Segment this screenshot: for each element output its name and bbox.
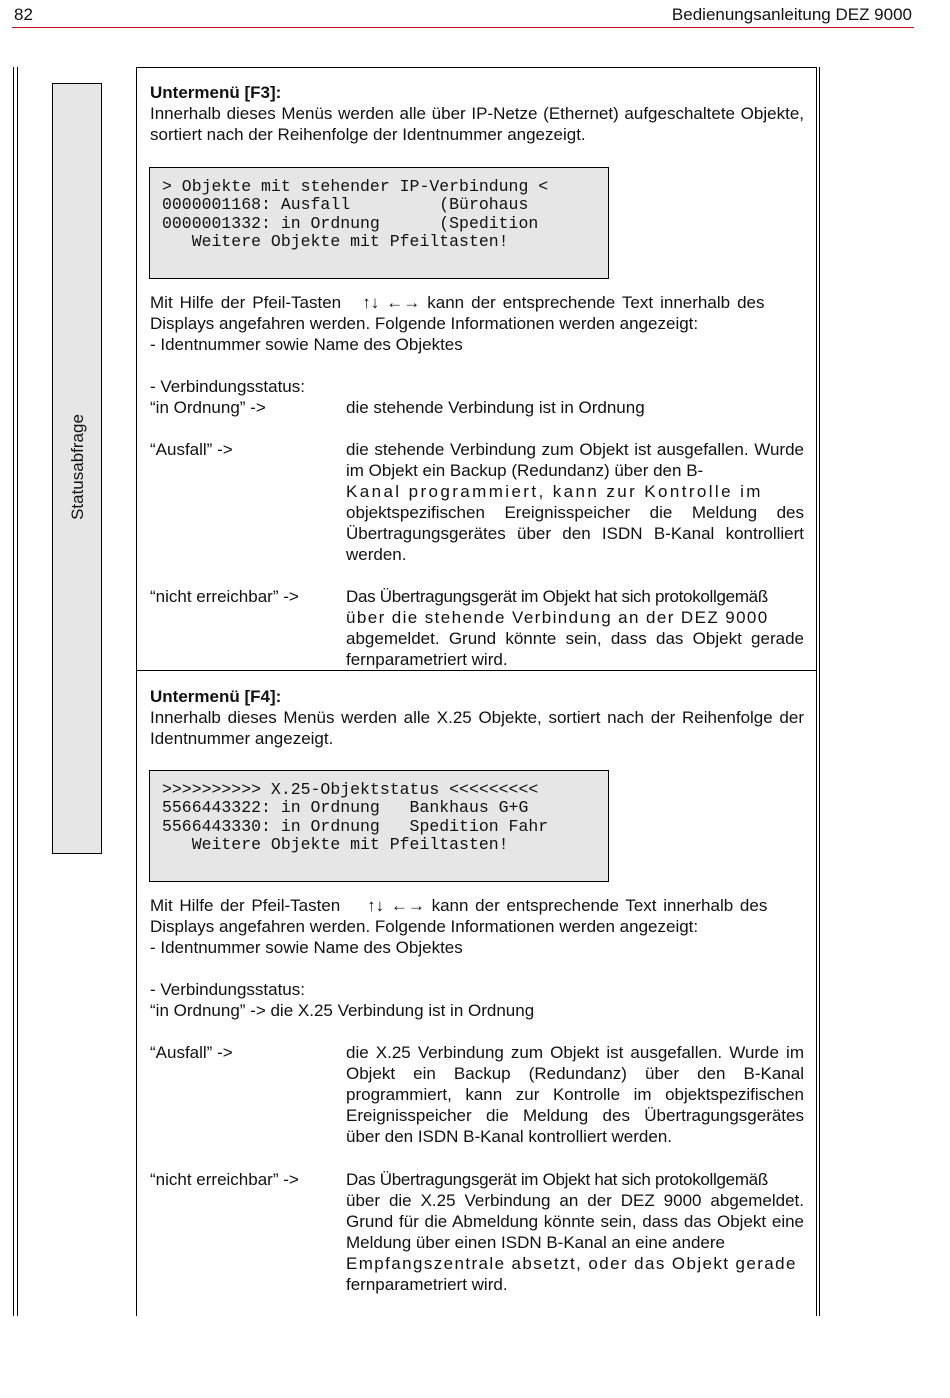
document-title: Bedienungsanleitung DEZ 9000 [671,5,912,24]
f3-display-line: 0000001332: in Ordnung (Spedition [162,213,539,233]
page-number: 82 [14,5,33,24]
f4-display-screen [149,770,609,882]
content-box-top-border [136,67,817,68]
f4-fail-label: “Ausfall” -> [150,1043,233,1062]
f4-unreachable-text-4: fernparametriert wird. [346,1275,508,1294]
f4-unreachable-text-1: Das Übertragungsgerät im Objekt hat sich protokollgemäß [346,1170,768,1189]
f4-intro: Innerhalb dieses Menüs werden alle X.25 Objekte, sortiert nach der Reihenfolge der Identnummer angezeigt. [150,708,804,748]
left-margin-line [13,67,14,1316]
f3-display-line: Weitere Objekte mit Pfeiltasten! [162,231,509,251]
f4-help-line-3: - Identnummer sowie Name des Objektes [150,938,463,957]
content-box-right-border [816,67,817,1316]
f3-unreachable-text-1: Das Übertragungsgerät im Objekt hat sich protokollgemäß [346,587,768,606]
f3-display-line: > Objekte mit stehender IP-Verbindung < [162,177,549,196]
content-box-left-border [136,67,137,1316]
f4-status-heading: - Verbindungsstatus: [150,980,305,999]
f3-fail-label: “Ausfall” -> [150,440,233,459]
f4-unreachable-text-3: Empfangszentrale absetzt, oder das Objekt gerade [346,1254,797,1273]
f4-display-line: 5566443322: in Ordnung Bankhaus G+G [162,798,529,818]
f4-help-line-2: Displays angefahren werden. Folgende Informationen werden angezeigt: [150,917,699,936]
f3-fail-text-1: die stehende Verbindung zum Objekt ist ausgefallen. Wurde im Objekt ein Backup (Redundanz) über den B- [346,440,804,480]
f4-fail-text: die X.25 Verbindung zum Objekt ist ausgefallen. Wurde im Objekt ein Backup (Redundanz) über den B-Kanal programmiert, kann zur Kontrolle im objektspezifischen Ereignisspeicher die Meldung des Übertragungsgerätes über den ISDN B-Kanal kontrolliert werden. [346,1043,804,1146]
f4-display-line: 5566443330: in Ordnung Spedition Fahr [162,816,549,836]
f4-unreachable-text-2: über die X.25 Verbindung an der DEZ 9000 abgemeldet. Grund für die Abmeldung könnte sein, dass das Objekt eine Meldung über einen ISDN B-Kanal an eine andere [346,1191,804,1252]
f4-display-line: >>>>>>>>>> X.25-Objektstatus <<<<<<<<< [162,780,539,799]
f3-heading: Untermenü [F3]: [150,83,282,102]
f4-help-line-1: Mit Hilfe der Pfeil-Tasten ↑↓ ←→ kann der entsprechende Text innerhalb des [150,896,768,915]
f3-unreachable-label: “nicht erreichbar” -> [150,587,299,606]
f3-help-line-1: Mit Hilfe der Pfeil-Tasten ↑↓ ←→ kann der entsprechende Text innerhalb des [150,293,765,312]
f3-display-line: 0000001168: Ausfall (Bürohaus [162,195,529,215]
f3-fail-text-3: objektspezifischen Ereignisspeicher die Meldung des Übertragungsgerätes über den ISDN B-Kanal kontrolliert werden. [346,503,804,564]
f4-heading: Untermenü [F4]: [150,687,282,706]
header-rule [12,27,914,28]
f3-fail-text-2: Kanal programmiert, kann zur Kontrolle im [346,482,763,501]
f4-unreachable-label: “nicht erreichbar” -> [150,1170,299,1189]
f3-help-line-3: - Identnummer sowie Name des Objektes [150,335,463,354]
f3-display-screen [149,167,609,279]
f3-unreachable-text-2: über die stehende Verbindung an der DEZ 9000 [346,608,769,627]
f3-ok-label: “in Ordnung” -> [150,398,266,417]
left-margin-line-inner [17,67,18,1316]
f3-status-heading: - Verbindungsstatus: [150,377,305,396]
f3-unreachable-text-3: abgemeldet. Grund könnte sein, dass das Objekt gerade fernparametriert wird. [346,629,804,669]
f3-ok-text: die stehende Verbindung ist in Ordnung [346,398,645,417]
f3-help-line-2: Displays angefahren werden. Folgende Informationen werden angezeigt: [150,314,699,333]
section-divider [137,670,816,671]
section-tab-label: Statusabfrage [68,414,87,520]
f4-display-line: Weitere Objekte mit Pfeiltasten! [162,834,509,854]
content-box-right-border-outer [819,67,820,1316]
f4-ok-line: “in Ordnung” -> die X.25 Verbindung ist in Ordnung [150,1001,535,1020]
f3-intro: Innerhalb dieses Menüs werden alle über IP-Netze (Ethernet) aufgeschaltete Objekte, sortiert nach der Reihenfolge der Identnummer angezeigt. [150,104,804,144]
